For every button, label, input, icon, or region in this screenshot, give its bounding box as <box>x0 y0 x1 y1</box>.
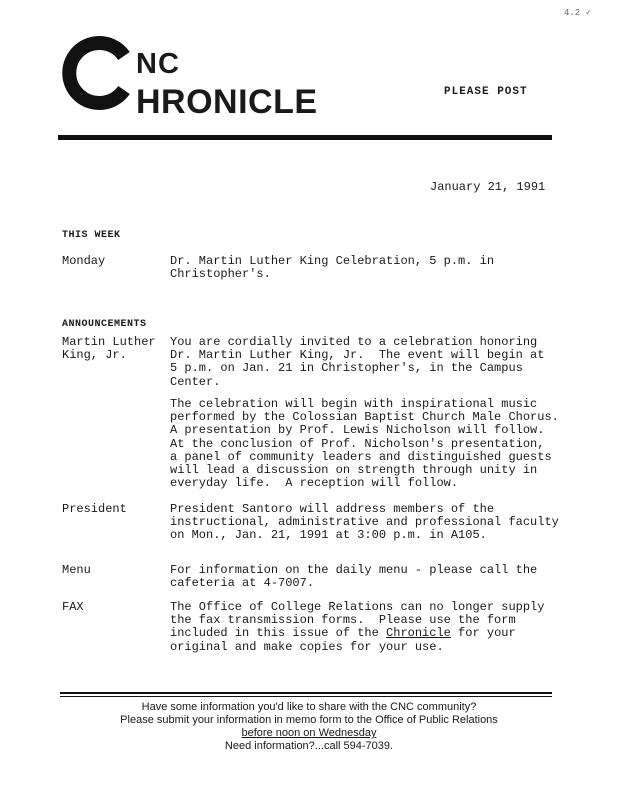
monday-event-text: Dr. Martin Luther King Celebration, 5 p.m. in Christopher's. <box>170 254 495 282</box>
footer-line-2: Please submit your information in memo form to the Office of Public Relations <box>120 714 498 726</box>
submission-deadline: before noon on Wednesday <box>241 727 377 739</box>
masthead-logo-line2: HRONICLE <box>136 83 318 121</box>
this-week-heading: THIS WEEK <box>62 230 121 241</box>
footer-divider-thick <box>60 692 552 694</box>
president-label: President <box>62 502 127 516</box>
footer-line-1: Have some information you'd like to share with the CNC community? <box>141 701 477 713</box>
menu-label: Menu <box>62 563 91 577</box>
mlk-label: Martin Luther King, Jr. <box>62 335 156 362</box>
masthead-divider <box>58 135 552 140</box>
fax-text <box>170 601 554 654</box>
mlk-paragraph-2: The celebration will begin with inspirational music performed by the Colossian Baptist Church Male Chorus. A presentation by Prof. Lewis Nicholson will follow. At the conclusion of Prof. Nicholson's presentation, a panel of community leaders and distinguished guests will lead a discussion on strength through unity in everyday life. A reception will follow. <box>170 397 559 491</box>
please-post-notice: PLEASE POST <box>444 86 528 98</box>
fax-label: FAX <box>62 600 84 614</box>
masthead-logo-line1: NC <box>136 48 180 80</box>
president-text: President Santoro will address members of the instructional, administrative and professional faculty on Mon., Jan. 21, 1991 at 3:00 p.m. in A105. <box>170 502 559 543</box>
footer-divider-thin <box>60 696 552 697</box>
chronicle-logo-c-icon <box>60 36 134 110</box>
announcements-heading: ANNOUNCEMENTS <box>62 319 147 330</box>
footer-line-3 <box>0 727 618 740</box>
fax-text-after: for your original and make copies for your use. <box>170 626 516 654</box>
monday-label: Monday <box>62 254 106 268</box>
fax-text-before: The Office of College Relations can no longer supply the fax transmission forms. Please use the form included in this issue of the <box>170 600 545 641</box>
mlk-paragraph-1: You are cordially invited to a celebration honoring Dr. Martin Luther King, Jr. The event will begin at 5 p.m. on Jan. 21 in Christopher's, in the Campus Center. <box>170 335 545 389</box>
chronicle-title-reference: Chronicle <box>386 626 451 641</box>
issue-date: January 21, 1991 <box>430 180 546 194</box>
footer-line-4: Need information?...call 594-7039. <box>224 740 394 752</box>
handwritten-corner-mark: 4.2 ✓ <box>564 8 592 18</box>
menu-text: For information on the daily menu - please call the cafeteria at 4-7007. <box>170 563 538 591</box>
